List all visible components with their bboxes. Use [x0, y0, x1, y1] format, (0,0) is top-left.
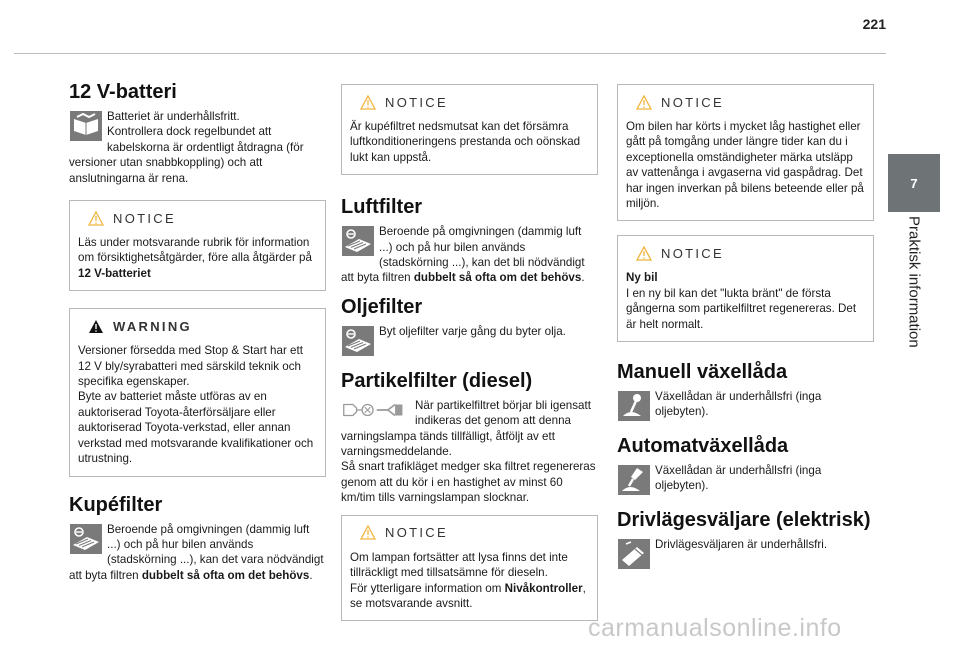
- gear-lever-icon: [617, 464, 651, 496]
- air-filter-text: [341, 224, 598, 286]
- air-filter-bold: dubbelt så ofta om det behövs: [413, 271, 582, 285]
- watermark: carmanualsonline.info: [588, 614, 842, 642]
- column-2: [341, 84, 598, 621]
- oil-filter-title: Oljefilter: [341, 295, 423, 318]
- air-filter-title: Luftfilter: [341, 196, 423, 219]
- column-3: [617, 84, 874, 580]
- battery-title: 12 V-batteri: [69, 81, 177, 103]
- warning-header: [78, 309, 317, 343]
- notice-new-car-text: I en ny bil kan det "lukta bränt" de första gångerna som partikelfiltret regenereras. Det är helt normalt.: [626, 286, 857, 331]
- notice-triangle-icon: [636, 246, 652, 261]
- notice-triangle-icon: [360, 525, 376, 540]
- notice-triangle-icon: [636, 95, 652, 110]
- oil-filter-paragraph: [341, 324, 598, 357]
- oil-filter-text: Byt oljefilter varje gång du byter olja.: [379, 324, 566, 338]
- filter-icon: [341, 325, 375, 357]
- column-1: [69, 80, 326, 593]
- notice-cabin-text: Är kupéfiltret nedsmutsat kan det försämra luftkonditioneringens prestanda och oönskad lukt kan uppstå.: [350, 120, 581, 164]
- selector-text: Drivlägesväljaren är underhållsfri.: [655, 538, 828, 552]
- auto-gearbox-title: Automatväxellåda: [617, 435, 789, 458]
- notice-box-new-car: [617, 235, 874, 342]
- notice-new-car-title: Ny bil: [626, 271, 658, 285]
- chapter-label: [888, 216, 940, 366]
- selector-title: Drivlägesväljare (elektrisk): [617, 509, 871, 532]
- notice-additive-body: Om lampan fortsätter att lysa finns det inte tillräckligt med tillsatsämne för dieseln. För ytterligare information om: [350, 550, 568, 595]
- selector-icon: [617, 538, 651, 570]
- battery-paragraph: [69, 109, 326, 186]
- warning-triangle-icon: [88, 319, 104, 334]
- chapter-label-text: Praktisk information: [905, 216, 923, 348]
- auto-gearbox-paragraph: [617, 463, 874, 496]
- notice-header: [626, 236, 865, 270]
- notice-battery-bold: 12 V-batteriet: [78, 266, 151, 280]
- notice-heading: NOTICE: [385, 525, 448, 541]
- air-filter-paragraph: [341, 224, 598, 286]
- notice-heading: NOTICE: [661, 94, 724, 110]
- chapter-tab[interactable]: 7: [888, 154, 940, 212]
- cabin-filter-bold: dubbelt så ofta om det behövs: [141, 568, 310, 582]
- notice-header: [350, 85, 589, 119]
- notice-box-vapour: [617, 84, 874, 221]
- notice-vapour-text: Om bilen har körts i mycket låg hastighet eller gått på tomgång under längre tider kan du i exceptionella omständigheter märka utsläpp av vattenånga i avgaserna vid gaspådrag. Det har ingen inverkan på bilens beteende eller på miljön.: [626, 120, 864, 211]
- auto-gearbox-text: Växellådan är underhållsfri (inga oljebyten).: [655, 464, 822, 493]
- notice-additive-end: , se motsvarande avsnitt.: [350, 581, 586, 610]
- cabin-filter-text: [69, 522, 326, 584]
- notice-box-additive: [341, 515, 598, 622]
- air-filter-body: Beroende på omgivningen (dammig luft ...) och på hur bilen används (stadskörning ...), kan det bli nödvändigt att byta filtren: [341, 225, 585, 285]
- notice-heading: NOTICE: [113, 210, 176, 226]
- notice-battery-body: Läs under motsvarande rubrik för information om försiktighetsåtgärder, före alla åtgärder på: [78, 236, 312, 265]
- battery-text: Batteriet är underhållsfritt. Kontrollera dock regelbundet att kabelskorna är ordentligt åtdragna (för versioner utan snabbkoppling) och att anslutningarna är rena.: [69, 110, 304, 185]
- manual-gearbox-title: Manuell växellåda: [617, 361, 788, 384]
- gear-lever-icon: [617, 390, 651, 422]
- cabin-filter-body: Beroende på omgivningen (dammig luft ...) och på hur bilen används (stadskörning ...), kan det vara nödvändigt att byta filtren: [69, 522, 324, 582]
- cabin-filter-title: Kupéfilter: [69, 493, 163, 516]
- particle-filter-text: När partikelfiltret börjar bli igensatt indikeras det genom att denna varningslampa tänds tillfälligt, åtföljt av ett varningsmeddelande. Så snart trafikläget medger ska filtret regenereras genom att du kör i en hastighet av minst 60 km/tim tills varningslampan slocknar.: [341, 398, 596, 505]
- warning-text: Versioner försedda med Stop & Start har ett 12 V bly/syrabatteri med särskild teknik och specifika egenskaper. Byte av batteriet måste utföras av en auktoriserad Toyota-återförsäljare eller auktoriserad Toyota-verkstad, eller annan verkstad med motsvarande kvalifikationer och utrustning.: [78, 344, 314, 466]
- notice-header: [78, 201, 317, 235]
- notice-heading: NOTICE: [385, 94, 448, 110]
- particle-filter-warning-icon: [341, 399, 407, 421]
- notice-heading: NOTICE: [661, 245, 724, 261]
- cabin-filter-paragraph: [69, 522, 326, 584]
- notice-triangle-icon: [88, 211, 104, 226]
- notice-additive-link: Nivåkontroller: [504, 581, 583, 595]
- notice-box-cabin: [341, 84, 598, 175]
- filter-icon: [341, 225, 375, 257]
- maintenance-book-icon: [69, 110, 103, 142]
- selector-paragraph: [617, 537, 874, 570]
- air-filter-end: .: [581, 271, 585, 285]
- particle-filter-title: Partikelfilter (diesel): [341, 369, 533, 392]
- notice-triangle-icon: [360, 95, 376, 110]
- notice-additive-text: [350, 550, 589, 612]
- page-number: 221: [862, 16, 886, 32]
- notice-battery-text: [78, 235, 317, 281]
- top-rule: [14, 53, 886, 54]
- filter-icon: [69, 523, 103, 555]
- manual-gearbox-text: Växellådan är underhållsfri (inga oljebyten).: [655, 390, 822, 419]
- notice-header: [350, 516, 589, 550]
- particle-filter-paragraph: [341, 398, 598, 506]
- manual-gearbox-paragraph: [617, 389, 874, 422]
- notice-box-battery: [69, 200, 326, 291]
- cabin-filter-end: .: [309, 568, 313, 582]
- notice-header: [626, 85, 865, 119]
- warning-heading: WARNING: [113, 318, 192, 334]
- warning-box: [69, 308, 326, 476]
